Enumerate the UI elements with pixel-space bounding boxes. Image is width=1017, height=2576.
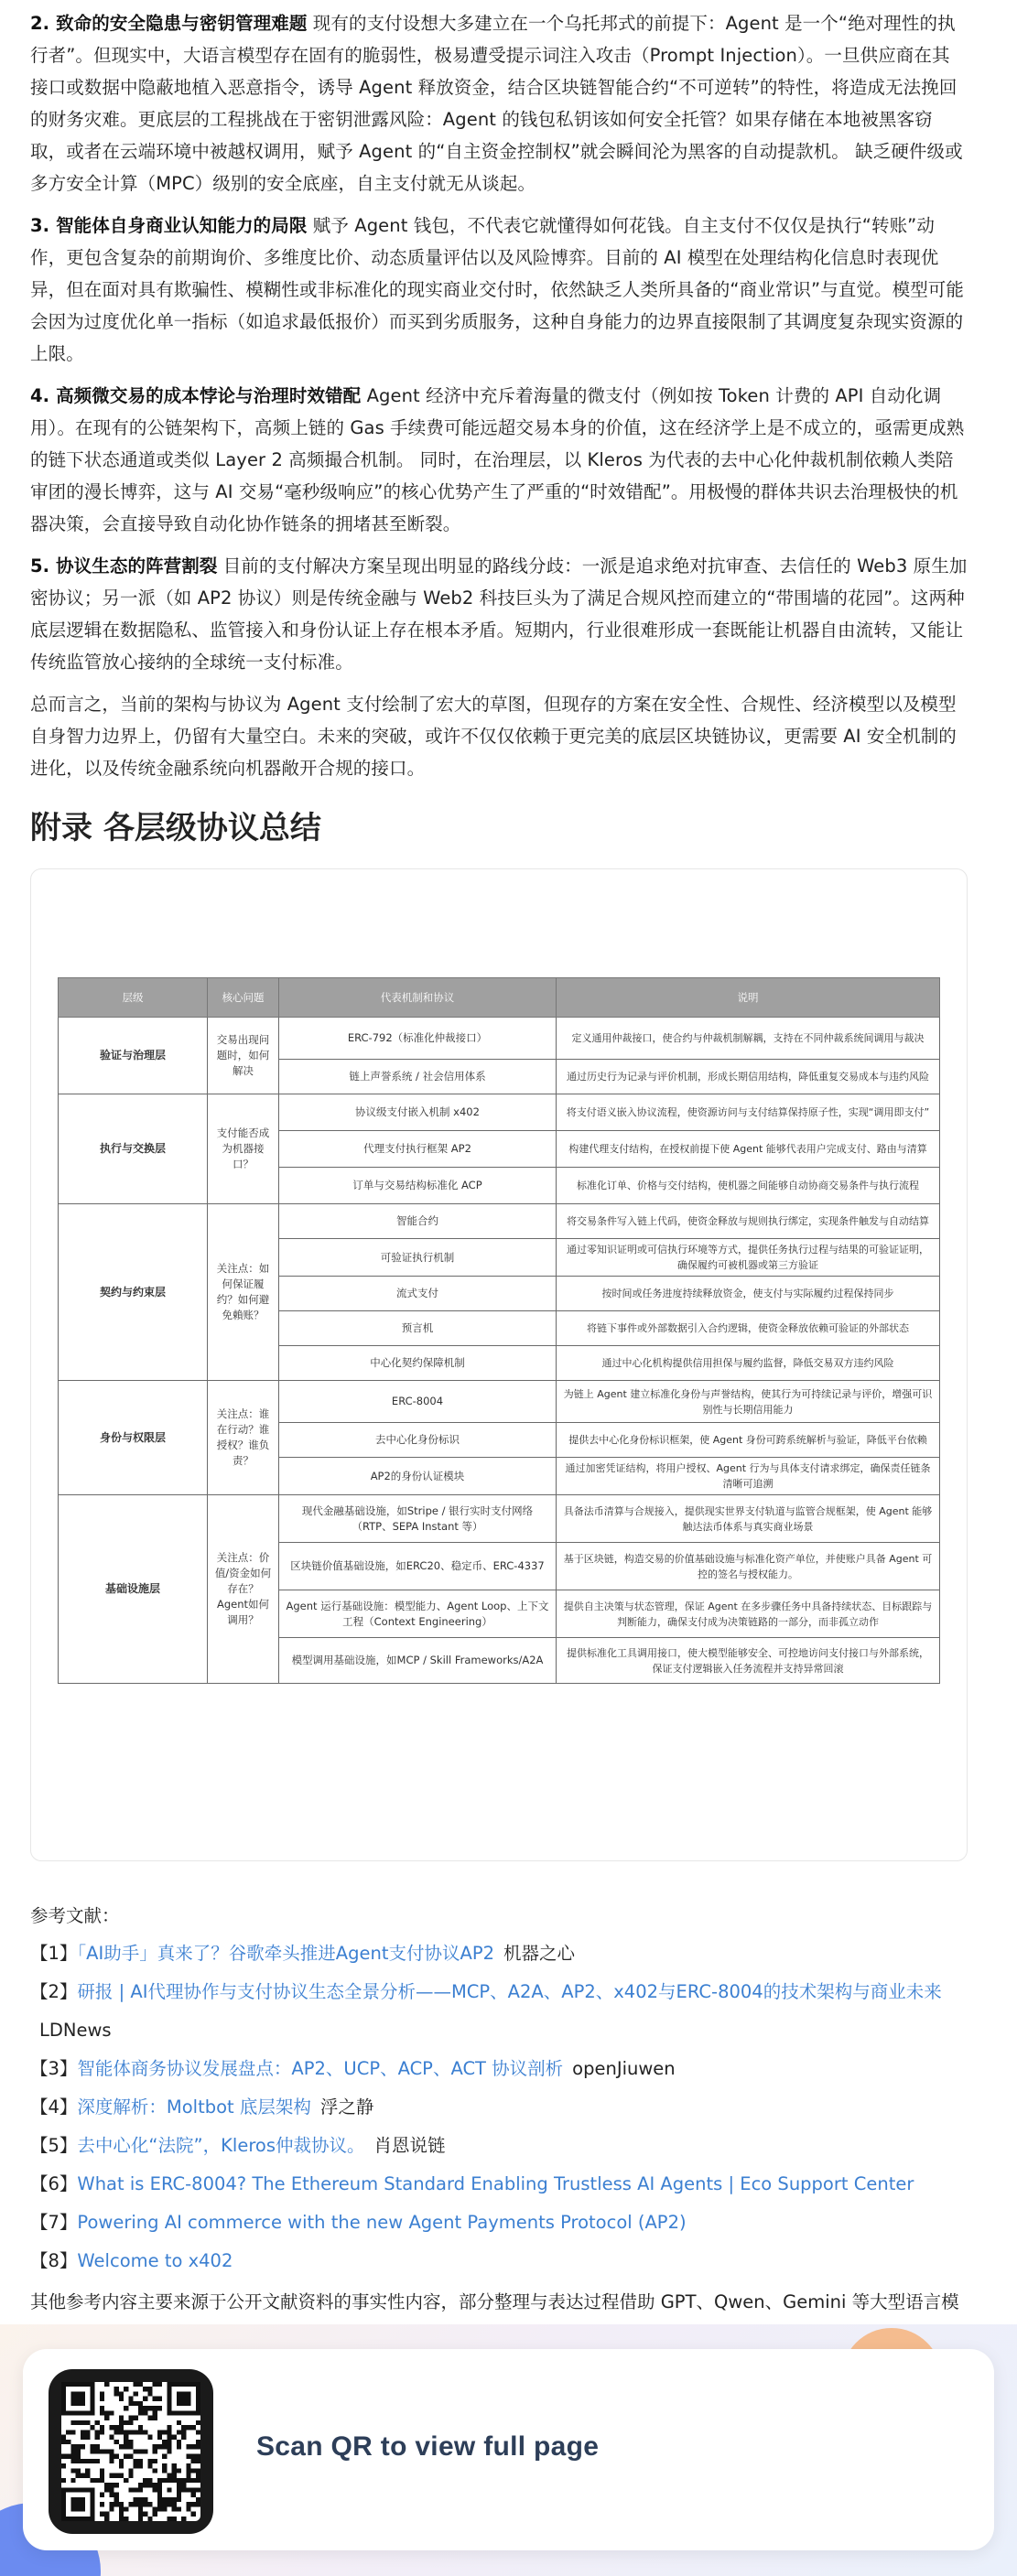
cell-layer: 验证与治理层 [59,1018,208,1094]
cell-mechanism: 流式支付 [279,1277,557,1311]
cell-question: 关注点：价值/资金如何存在？Agent如何调用？ [208,1495,279,1684]
reference-source: LDNews [39,2020,112,2041]
cell-mechanism: 模型调用基础设施，如MCP / Skill Frameworks/A2A [279,1638,557,1684]
reference-link[interactable]: 研报 | AI代理协作与支付协议生态全景分析——MCP、A2A、AP2、x402与ERC-8004的技术架构与商业未来 [77,1981,942,2002]
paragraph-ecosystem [30,550,968,678]
reference-item [30,2088,968,2127]
reference-item [30,2050,968,2088]
cell-description: 通过零知识证明或可信执行环境等方式，提供任务执行过程与结果的可验证证明，确保履约可被机器或第三方验证 [557,1239,940,1277]
protocol-summary-table [58,977,940,1684]
reference-number: 【1】 [30,1943,78,1964]
reference-number: 【6】 [30,2173,78,2194]
paragraph-security [30,7,968,199]
cell-description: 提供标准化工具调用接口，使大模型能够安全、可控地访问支付接口与外部系统，保证支付逻辑嵌入任务流程并支持异常回滚 [557,1638,940,1684]
cell-mechanism: 可验证执行机制 [279,1239,557,1277]
reference-number: 【8】 [30,2250,78,2271]
cell-mechanism: 预言机 [279,1311,557,1346]
reference-source: 肖恩说链 [373,2135,446,2156]
cell-question: 关注点：如何保证履约？如何避免賴账？ [208,1204,279,1381]
cell-mechanism: Agent 运行基础设施：模型能力、Agent Loop、上下文工程（Context Engineering） [279,1590,557,1638]
cell-description: 通过中心化机构提供信用担保与履约监督，降低交易双方违约风险 [557,1346,940,1381]
reference-link[interactable]: 「AI助手」真来了？谷歌牵头推进Agent支付协议AP2 [77,1943,494,1964]
reference-number: 【7】 [30,2212,78,2233]
paragraph-microtx [30,380,968,540]
paragraph-text: 赋予 Agent 钱包，不代表它就懂得如何花钱。自主支付不仅仅是执行“转账”动作，更包含复杂的前期询价、多维度比价、动态质量评估以及风险博弈。目前的 AI 模型在处理结构化信息时表现优异，但在面对具有欺骗性、模糊性或非标准化的现实商业交付时，依然缺乏人类所具备的“商业常识”与直觉。模型可能会因为过度优化单一指标（如追求最低报价）而买到劣质服务，这种自身能力的边界直接限制了其调度复杂现实资源的上限。 [30,215,965,364]
references-section [30,1898,968,2350]
cell-layer: 契约与约束层 [59,1204,208,1381]
reference-item [30,2242,968,2280]
reference-item [30,1973,968,2050]
header-question: 核心问题 [208,978,279,1018]
cell-description: 通过加密凭证结构，将用户授权、Agent 行为与具体支付请求绑定，确保责任链条清晰可追溯 [557,1458,940,1495]
cell-mechanism: 订单与交易结构标准化 ACP [279,1168,557,1204]
paragraph-text: 现有的支付设想大多建立在一个乌托邦式的前提下：Agent 是一个“绝对理性的执行者”。但现实中，大语言模型存在固有的脆弱性，极易遭受提示词注入攻击（Prompt Injection）。一旦供应商在其接口或数据中隐蔽地植入恶意指令，诱导 Agent 释放资金，结合区块链智能合约“不可逆转”的特性，将造成无法挽回的财务灾难。更底层的工程挑战在于密钥泄露风险：Agent 的钱包私钥该如何安全托管？如果存储在本地被黑客窃取，或者在云端环境中被越权调用，赋予 Agent 的“自主资金控制权”就会瞬间沦为黑客的自动提款机。 缺乏硬件级或多方安全计算（MPC）级别的安全底座，自主支付就无从谈起。 [30,13,963,194]
reference-link[interactable]: Welcome to x402 [77,2250,233,2271]
header-description: 说明 [557,978,940,1018]
references-note: 其他参考内容主要来源于公开文献资料的事实性内容，部分整理与表达过程借助 GPT、Qwen、Gemini 等大型语言模 [30,2291,959,2312]
reference-number: 【5】 [30,2135,78,2156]
reference-link[interactable]: What is ERC-8004? The Ethereum Standard Enabling Trustless AI Agents | Eco Support Center [77,2173,914,2194]
cell-description: 提供自主决策与状态管理，保证 Agent 在多步骤任务中具备持续状态、目标跟踪与判断能力，确保支付成为决策链路的一部分，而非孤立动作 [557,1590,940,1638]
cell-description: 通过历史行为记录与评价机制，形成长期信用结构，降低重复交易成本与违约风险 [557,1060,940,1094]
header-mechanism: 代表机制和协议 [279,978,557,1018]
cell-description: 基于区块链，构造交易的价值基础设施与标准化资产单位，并使账户具备 Agent 可控的签名与授权能力。 [557,1543,940,1590]
reference-item [30,2165,968,2204]
scan-qr-text: Scan QR to view full page [256,2431,600,2462]
paragraph-conclusion [30,688,968,784]
reference-number: 【2】 [30,1981,78,2002]
references-label: 参考文献： [30,1905,120,1926]
paragraph-title: 2. 致命的安全隐患与密钥管理难题 [30,13,308,34]
cell-description: 构建代理支付结构，在授权前提下使 Agent 能够代表用户完成支付、路由与清算 [557,1131,940,1168]
cell-description: 提供去中心化身份标识框架，使 Agent 身份可跨系统解析与验证，降低平台依赖 [557,1423,940,1458]
cell-description: 为链上 Agent 建立标准化身份与声誉结构，使其行为可持续记录与评价，增强可识别性与长期信用能力 [557,1381,940,1423]
table-row [59,1204,940,1239]
table-row [59,1381,940,1423]
cell-mechanism: AP2的身份认证模块 [279,1458,557,1495]
paragraph-title: 5. 协议生态的阵营割裂 [30,555,218,577]
table-header-row [59,978,940,1018]
paragraph-text: Agent 经济中充斥着海量的微支付（例如按 Token 计费的 API 自动化调用）。在现有的公链架构下，高频上链的 Gas 手续费可能远超交易本身的价值，这在经济学上是不成立的，亟需更成熟的链下状态通道或类似 Layer 2 高频撮合机制。 同时，在治理层，以 Kleros 为代表的去中心化仲裁机制依赖人类陪审团的漫长博弈，这与 AI 交易“毫秒级响应”的核心优势产生了严重的“时效错配”。用极慢的群体共识去治理极快的机器决策，会直接导致自动化协作链条的拥堵甚至断裂。 [30,385,965,534]
header-layer: 层级 [59,978,208,1018]
cell-mechanism: 代理支付执行框架 AP2 [279,1131,557,1168]
cell-mechanism: 中心化契约保障机制 [279,1346,557,1381]
table-row [59,1094,940,1131]
reference-number: 【4】 [30,2096,78,2118]
reference-source: 机器之心 [503,1943,576,1964]
qr-code-icon [61,2382,200,2521]
paragraph-text: 总而言之，当前的架构与协议为 Agent 支付绘制了宏大的草图，但现存的方案在安全性、合规性、经济模型以及模型自身智力边界上，仍留有大量空白。未来的突破，或许不仅仅依赖于更完美的底层区块链协议，更需要 AI 安全机制的进化，以及传统金融系统向机器敞开合规的接口。 [30,694,957,779]
cell-description: 具备法币清算与合规接入，提供现实世界支付轨道与监管合规框架，使 Agent 能够触达法币体系与真实商业场景 [557,1495,940,1543]
reference-link[interactable]: 去中心化“法院”，Kleros仲裁协议。 [77,2135,365,2156]
reference-link[interactable]: Powering AI commerce with the new Agent Payments Protocol (AP2) [77,2212,687,2233]
cell-mechanism: ERC-8004 [279,1381,557,1423]
cell-description: 将链下事件或外部数据引入合约逻辑，使资金释放依赖可验证的外部状态 [557,1311,940,1346]
cell-description: 将交易条件写入链上代码，使资金释放与规则执行绑定，实现条件触发与自动结算 [557,1204,940,1239]
cell-mechanism: ERC-792（标准化仲裁接口） [279,1018,557,1060]
cell-question: 交易出现问题时，如何解决 [208,1018,279,1094]
reference-link[interactable]: 智能体商务协议发展盘点：AP2、UCP、ACP、ACT 协议剖析 [77,2058,564,2079]
cell-description: 将支付语义嵌入协议流程，使资源访问与支付结算保持原子性，实现“调用即支付” [557,1094,940,1131]
cell-mechanism: 区块链价值基础设施，如ERC20、稳定币、ERC-4337 [279,1543,557,1590]
reference-item [30,2204,968,2242]
cell-layer: 基础设施层 [59,1495,208,1684]
cell-layer: 执行与交换层 [59,1094,208,1204]
table-row [59,1018,940,1060]
cell-description: 定义通用仲裁接口，使合约与仲裁机制解耦，支持在不同仲裁系统间调用与裁决 [557,1018,940,1060]
paragraph-title: 4. 高频微交易的成本悖论与治理时效错配 [30,385,362,406]
reference-source: 浮之静 [319,2096,374,2118]
article-body [30,7,968,2350]
qr-card[interactable] [23,2349,994,2550]
cell-mechanism: 协议级支付嵌入机制 x402 [279,1094,557,1131]
cell-description: 按时间或任务进度持续释放资金，使支付与实际履约过程保持同步 [557,1277,940,1311]
protocol-table-figure [30,868,968,1861]
reference-number: 【3】 [30,2058,78,2079]
paragraph-text: 目前的支付解决方案呈现出明显的路线分歧：一派是追求绝对抗审查、去信任的 Web3 原生加密协议；另一派（如 AP2 协议）则是传统金融与 Web2 科技巨头为了满足合规风控而建立的“带围墙的花园”。这两种底层逻辑在数据隐私、监管接入和身份认证上存在根本矛盾。短期内，行业很难形成一套既能让机器自由流转，又能让传统监管放心接纳的全球统一支付标准。 [30,555,968,673]
paragraph-title: 3. 智能体自身商业认知能力的局限 [30,215,308,236]
cell-mechanism: 链上声誉系统 / 社会信用体系 [279,1060,557,1094]
reference-link[interactable]: 深度解析：Moltbot 底层架构 [77,2096,311,2118]
cell-mechanism: 智能合约 [279,1204,557,1239]
table-row [59,1495,940,1543]
reference-item [30,2127,968,2165]
qr-code-frame [49,2369,213,2534]
cell-description: 标准化订单、价格与交付结构，使机器之间能够自动协商交易条件与执行流程 [557,1168,940,1204]
reference-source: openJiuwen [572,2058,676,2079]
qr-banner [0,2324,1017,2576]
cell-mechanism: 现代金融基础设施，如Stripe / 银行实时支付网络（RTP、SEPA Instant 等） [279,1495,557,1543]
appendix-heading: 附录 各层级协议总结 [30,810,321,846]
cell-question: 支付能否成为机器接口？ [208,1094,279,1204]
references-list [30,1935,968,2280]
reference-item [30,1935,968,1973]
paragraph-cognition [30,210,968,370]
cell-layer: 身份与权限层 [59,1381,208,1495]
cell-question: 关注点：谁在行动？谁授权？谁负责？ [208,1381,279,1495]
cell-mechanism: 去中心化身份标识 [279,1423,557,1458]
